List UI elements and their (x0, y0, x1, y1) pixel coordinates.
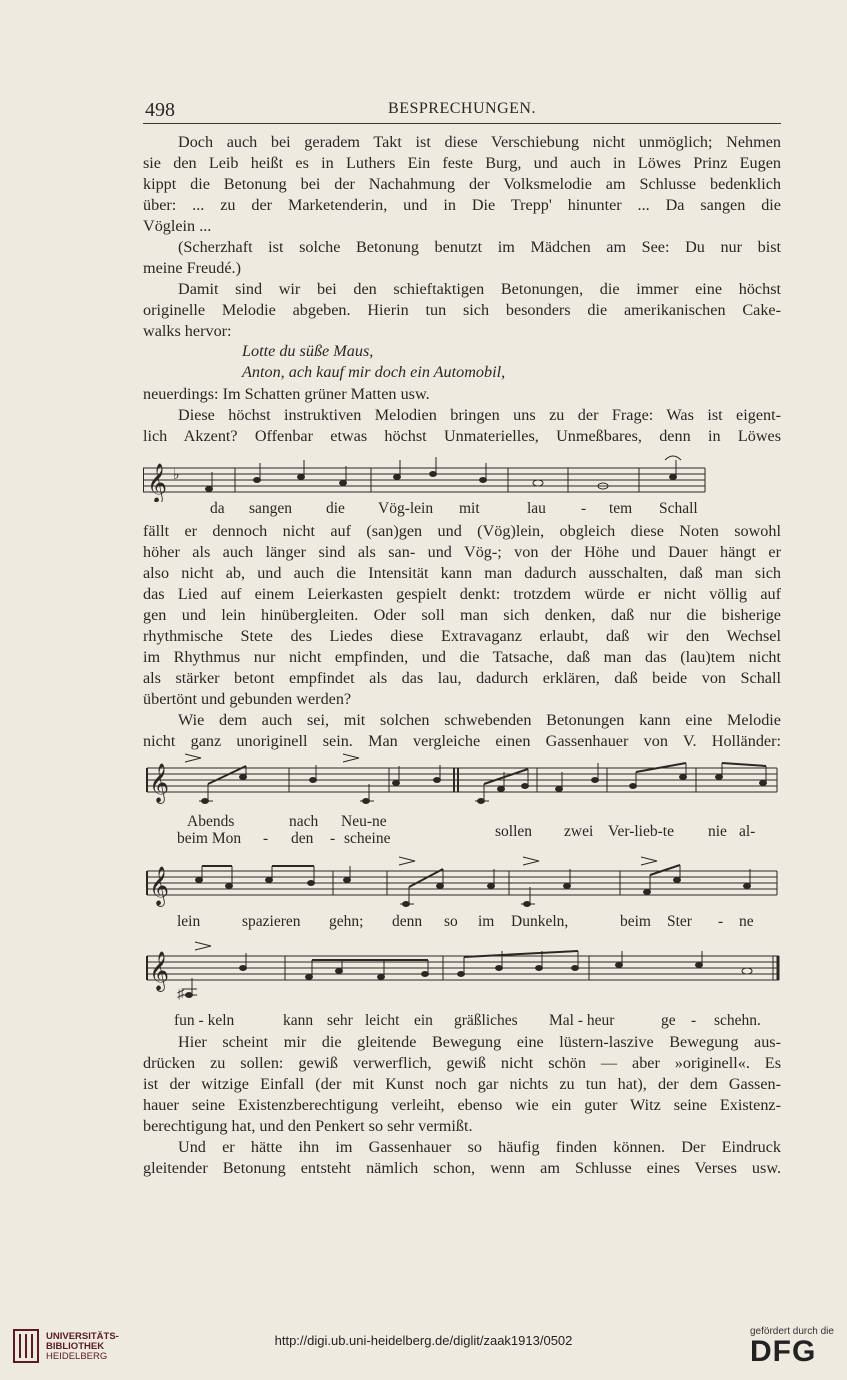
music-staff-3 (143, 853, 783, 915)
lyric: den (291, 830, 314, 847)
lyric: Dunkeln, (511, 913, 569, 930)
accent-icon (343, 754, 359, 762)
text-line: sie den Leib heißt es in Luthers Ein feste Burg, und auch in Löwes Prinz Eugen (143, 154, 781, 172)
text-line: das Lied auf einem Leierkasten gespielt denkt: trotzdem würde er nicht völlig auf (143, 585, 781, 603)
accent-icon (195, 942, 211, 950)
lyric: ge (661, 1012, 676, 1029)
paragraph-4 (143, 384, 781, 405)
lyric: Ver-lieb-te (608, 823, 674, 840)
paragraph-6 (143, 521, 781, 710)
text-line: ist der witzige Einfall (der mit Kunst noch gar nichts zu tun hat), der dem Gassen- (143, 1075, 781, 1093)
lyric: Ster (667, 913, 692, 930)
lyric: ne (739, 913, 754, 930)
text-line: rhythmische Stete des Liedes diese Extravaganz erlaubt, daß wir den Wechsel (143, 627, 781, 645)
staff-3-lyrics (143, 913, 783, 933)
lyric: ein (414, 1012, 433, 1029)
lyric: nie (708, 823, 727, 840)
text-line: lich Akzent? Offenbar etwas höchst Unmaterielles, Unmeßbares, denn in Löwes (143, 427, 781, 445)
funding-note: gefördert durch die (750, 1326, 834, 1337)
library-name-line: UNIVERSITÄTS- (46, 1331, 119, 1342)
lyric: al- (739, 823, 756, 840)
music-staff-4 (143, 940, 783, 1010)
lyric: sehr (327, 1012, 353, 1029)
lyric: leicht (365, 1012, 400, 1029)
treble-clef-icon: 𝄞 (147, 463, 168, 502)
treble-clef-icon: 𝄞 (149, 951, 170, 991)
lyric: tem (609, 500, 633, 517)
lyric: Schall (659, 500, 698, 517)
paragraph-1 (143, 132, 781, 237)
text-line: Diese höchst instruktiven Melodien bringen uns zu der Frage: Was ist eigent- (178, 406, 781, 424)
library-name-line: BIBLIOTHEK (46, 1341, 105, 1352)
lyric: mit (459, 500, 480, 517)
lyric: gräßliches (454, 1012, 518, 1029)
lyric: da (210, 500, 225, 517)
text-line: kippt die Betonung bei der Nachahmung der Volksmelodie am Schlusse bedenklich (143, 175, 781, 193)
text-line: höher als auch länger sind als san- und Vög-; von der Höhe und Dauer hängt er (143, 543, 781, 561)
paragraph-3 (143, 279, 781, 342)
lyric: im (478, 913, 495, 930)
text-line: Wie dem auch sei, mit solchen schwebenden Betonungen kann eine Melodie (178, 711, 781, 729)
accent-icon (641, 857, 657, 865)
accent-icon (185, 754, 201, 762)
music-staff-1 (143, 452, 713, 502)
lyric: kann (283, 1012, 314, 1029)
music-staff-2 (143, 752, 783, 814)
verse-line-2: Anton, ach kauf mir doch ein Automobil, (242, 363, 506, 381)
text-line: Damit sind wir bei den schieftaktigen Betonungen, die immer eine höchst (178, 280, 781, 298)
paragraph-9 (143, 1137, 781, 1179)
lyric: - (718, 913, 724, 930)
lyric: Abends (187, 813, 235, 830)
text-line: originelle Melodie abgeben. Hierin tun sich besonders die amerikanischen Cake- (143, 301, 781, 319)
dfg-wordmark: DFG (750, 1335, 817, 1368)
lyric: gehn; (329, 913, 364, 930)
page-number: 498 (145, 99, 175, 121)
lyric: beim Mon (177, 830, 242, 847)
lyric: so (444, 913, 458, 930)
lyric: lau (527, 500, 546, 517)
lyric: - (330, 830, 336, 847)
text-line: Doch auch bei geradem Takt ist diese Verschiebung nicht unmöglich; Nehmen (178, 133, 781, 151)
text-line: Und er hätte ihn im Gassenhauer so häufig finden können. Der Eindruck (178, 1138, 781, 1156)
lyric: nach (289, 813, 319, 830)
lyric: Neu-ne (341, 813, 387, 830)
running-header (143, 97, 781, 124)
text-line: gen und lein hinübergleiten. Oder soll man sich denken, daß nur die bisherige (143, 606, 781, 624)
lyric: sangen (249, 500, 293, 517)
text-line: übertönt und gebunden werden? (143, 690, 352, 708)
lyric: spazieren (242, 913, 301, 930)
lyric: scheine (344, 830, 391, 847)
text-line: neuerdings: Im Schatten grüner Matten usw. (143, 385, 430, 403)
lyric: lein (177, 913, 201, 930)
lyric: beim (620, 913, 651, 930)
lyric: zwei (564, 823, 594, 840)
text-line: berechtigung hat, und den Penkert so sehr vermißt. (143, 1117, 473, 1135)
lyric: - (581, 500, 587, 517)
source-url-link[interactable]: http://digi.ub.uni-heidelberg.de/diglit/zaak1913/0502 (274, 1333, 573, 1348)
text-line: nicht ganz unoriginell sein. Man vergleiche einen Gassenhauer von V. Holländer: (143, 732, 781, 750)
paragraph-7 (143, 710, 781, 752)
staff-4-lyrics (143, 1012, 783, 1032)
staff-1-lyrics (143, 500, 783, 520)
text-line: gleitender Betonung entsteht nämlich schon, wenn am Schlusse eines Verses usw. (143, 1159, 781, 1177)
treble-clef-icon: 𝄞 (149, 763, 170, 803)
lyric: schehn. (714, 1012, 761, 1029)
text-line: hauer seine Existenzberechtigung verleiht, ebenso wie ein guter Witz seine Existenz- (143, 1096, 781, 1114)
sharp-icon: ♯ (177, 987, 184, 1002)
text-line: drücken zu sollen: gewiß verwerflich, gewiß nicht schön — aber »originell«. Es (143, 1054, 781, 1072)
lyric: - (263, 830, 269, 847)
paragraph-5 (143, 405, 781, 447)
lyric: die (326, 500, 345, 517)
lyric: sollen (495, 823, 533, 840)
staff-2-lyrics (143, 813, 783, 849)
paragraph-2 (143, 237, 781, 279)
accent-icon (523, 857, 539, 865)
dfg-logo[interactable] (750, 1326, 834, 1369)
text-line: Hier scheint mir die gleitende Bewegung eine lüstern-laszive Bewegung aus- (178, 1033, 781, 1051)
text-line: als stärker betont empfindet als das lau, dadurch erklären, daß beide von Schall (143, 669, 781, 687)
treble-clef-icon: 𝄞 (149, 866, 170, 906)
lyric: Vög-lein (378, 500, 434, 517)
accent-icon (399, 857, 415, 865)
text-line: meine Freudé.) (143, 259, 241, 277)
lyric: - (691, 1012, 697, 1029)
running-title: BESPRECHUNGEN. (388, 100, 536, 117)
fermata-icon (665, 456, 681, 460)
text-line: Vöglein ... (143, 217, 212, 235)
lyric: fun - keln (174, 1012, 235, 1029)
text-line: über: ... zu der Marketenderin, und in Die Trepp' hinunter ... Da sangen die (143, 196, 781, 214)
lyric: denn (392, 913, 423, 930)
text-line: walks hervor: (143, 322, 232, 340)
text-line: im Rhythmus nur nicht empfinden, und die Tatsache, daß man das (lau)tem nicht (143, 648, 781, 666)
text-line: also nicht ab, und auch die Intensität kann man dadurch ausschalten, daß man sich (143, 564, 781, 582)
text-line: (Scherzhaft ist solche Betonung benutzt im Mädchen am See: Du nur bist (178, 238, 781, 256)
text-line: fällt er dennoch nicht auf (san)gen und (Vög)lein, obgleich diese Noten sowohl (143, 522, 781, 540)
flat-icon: ♭ (173, 468, 180, 483)
paragraph-8 (143, 1032, 781, 1137)
library-name-line: HEIDELBERG (46, 1351, 108, 1362)
lyric: Mal - heur (549, 1012, 615, 1029)
verse-line-1: Lotte du süße Maus, (242, 342, 374, 360)
